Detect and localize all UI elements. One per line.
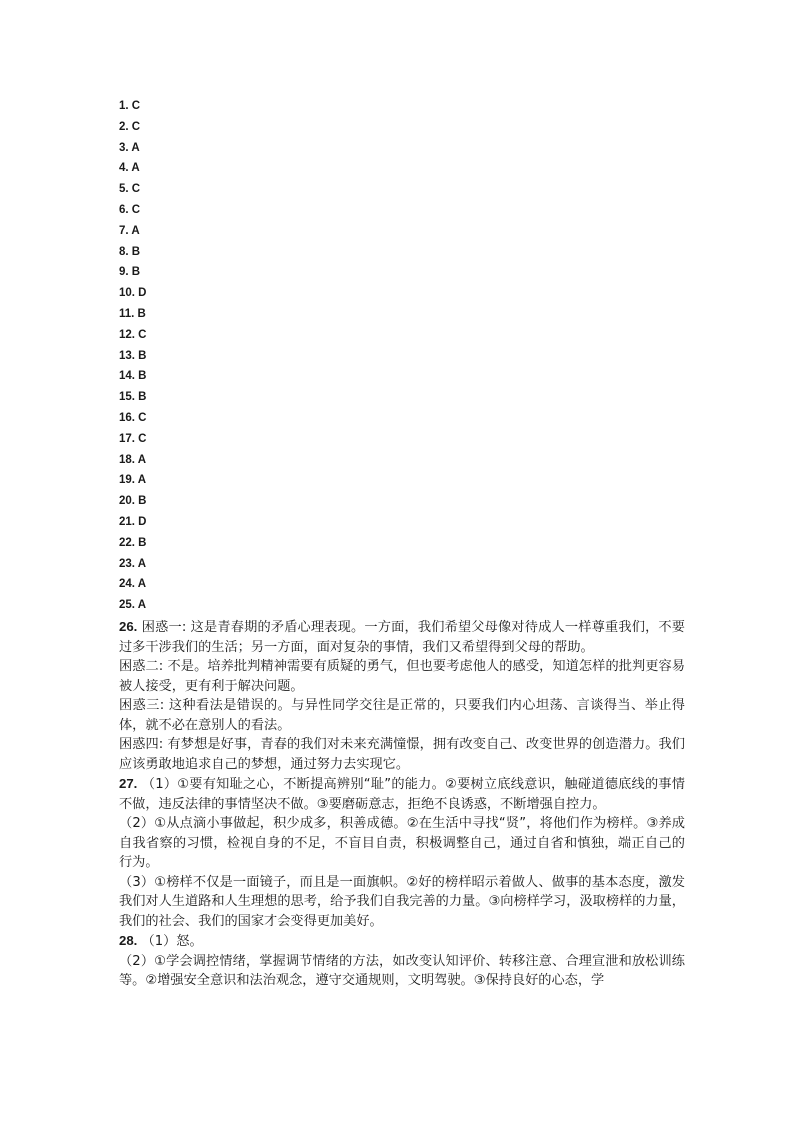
answer-line: 21. D bbox=[119, 515, 147, 528]
q27-part-1 bbox=[119, 774, 685, 814]
answer-line: 14. B bbox=[119, 370, 147, 383]
answer-line: 2. C bbox=[119, 120, 141, 133]
answer-line: 11. B bbox=[119, 307, 146, 320]
q26-confusion-1 bbox=[119, 617, 685, 657]
answer-line: 7. A bbox=[119, 224, 140, 237]
q26-confusion-4: 困惑四: 有梦想是好事，青春的我们对未来充满憧憬，拥有改变自己、改变世界的创造潜力。我们应该勇敢地追求自己的梦想，通过努力去实现它。 bbox=[119, 737, 685, 772]
answer-line: 13. B bbox=[119, 349, 147, 362]
q26-number: 26. bbox=[119, 619, 138, 634]
answer-line: 23. A bbox=[119, 557, 147, 570]
q26-confusion-3: 困惑三: 这种看法是错误的。与异性同学交往是正常的，只要我们内心坦荡、言谈得当、举止得体，就不必在意别人的看法。 bbox=[119, 698, 685, 733]
q28-part-2: （2）①学会调控情绪，掌握调节情绪的方法，如改变认知评价、转移注意、合理宣泄和放松训练等。②增强安全意识和法治观念，遵守交通规则，文明驾驶。③保持良好的心态，学 bbox=[119, 953, 685, 988]
q26-confusion-2: 困惑二: 不是。培养批判精神需要有质疑的勇气，但也要考虑他人的感受，知道怎样的批判更容易被人接受，更有利于解决问题。 bbox=[119, 659, 685, 694]
answer-line: 3. A bbox=[119, 141, 140, 154]
answer-line: 12. C bbox=[119, 328, 147, 341]
answer-line: 20. B bbox=[119, 495, 147, 508]
q27-part-3: （3）①榜样不仅是一面镜子，而且是一面旗帜。②好的榜样昭示着做人、做事的基本态度，激发我们对人生道路和人生理想的思考，给予我们自我完善的力量。③向榜样学习，汲取榜样的力量，我们的社会、我们的国家才会变得更加美好。 bbox=[119, 874, 685, 929]
answer-line: 4. A bbox=[119, 162, 140, 175]
answer-line: 5. C bbox=[119, 183, 141, 196]
q27-text-1: （1）①要有知耻之心，不断提高辨别“耻”的能力。②要树立底线意识，触碰道德底线的事情不做，违反法律的事情坚决不做。③要磨砺意志，拒绝不良诱惑，不断增强自控力。 bbox=[119, 777, 685, 812]
answer-line: 10. D bbox=[119, 287, 147, 300]
q28-part-1 bbox=[119, 931, 685, 952]
q26-text-1: 困惑一: 这是青春期的矛盾心理表现。一方面，我们希望父母像对待成人一样尊重我们，不要过多干涉我们的生活；另一方面，面对复杂的事情，我们又希望得到父母的帮助。 bbox=[119, 620, 685, 655]
answer-line: 15. B bbox=[119, 391, 147, 404]
q28-number: 28. bbox=[119, 933, 138, 948]
answer-line: 25. A bbox=[119, 599, 147, 612]
q27-number: 27. bbox=[119, 776, 138, 791]
answer-line: 18. A bbox=[119, 453, 147, 466]
answer-line: 6. C bbox=[119, 203, 141, 216]
answer-line: 17. C bbox=[119, 432, 147, 445]
q28-text-1: （1）怒。 bbox=[141, 934, 203, 949]
multiple-choice-answers bbox=[119, 96, 147, 616]
answer-line: 16. C bbox=[119, 411, 147, 424]
q27-part-2: （2）①从点滴小事做起，积少成多，积善成德。②在生活中寻找“贤”，将他们作为榜样。③养成自我省察的习惯，检视自身的不足，不盲目自责，积极调整自己，通过自省和慎独，端正自己的行为。 bbox=[119, 816, 685, 870]
answer-line: 19. A bbox=[119, 474, 147, 487]
answer-line: 1. C bbox=[119, 100, 141, 112]
essay-answers bbox=[119, 617, 685, 991]
answer-line: 8. B bbox=[119, 245, 141, 258]
answer-line: 24. A bbox=[119, 578, 147, 591]
answer-line: 9. B bbox=[119, 266, 141, 279]
answer-line: 22. B bbox=[119, 536, 147, 549]
